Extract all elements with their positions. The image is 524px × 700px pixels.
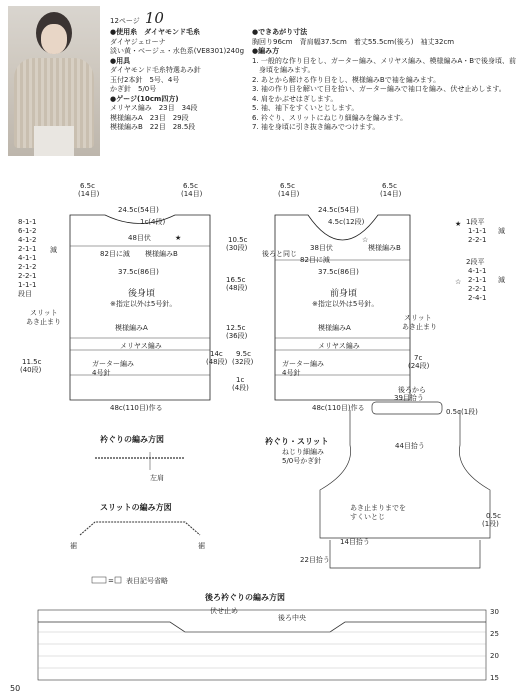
front-pattern-b: 模様編みB: [368, 244, 401, 252]
method-step: 2. あとから解ける作り目をし、模様編みBで袖を編みます。: [252, 75, 441, 84]
tool-line: かぎ針 5/0号: [110, 85, 157, 93]
front-width: 37.5c(86目): [318, 268, 359, 276]
dec-row: 4-1-2: [18, 236, 37, 244]
dec-row: 2-2-1: [18, 272, 37, 280]
front-shoulder-right-sts: (14目): [380, 190, 402, 198]
front-star: ☆: [362, 236, 369, 244]
back-height: 14c: [210, 350, 223, 358]
item-header: [110, 8, 164, 27]
legend-star-filled: ★: [455, 220, 462, 228]
back-side-height: 11.5c: [22, 358, 42, 366]
method-step: 4. 肩をかぶせはぎします。: [252, 94, 338, 103]
decrease-legend: [455, 217, 505, 302]
row-number: 30: [490, 608, 499, 616]
legend-row: 1-1-1: [468, 227, 487, 235]
page-label: 12ページ: [110, 17, 140, 25]
neckline-chart: [70, 434, 205, 585]
back-garter-needle: 4号針: [92, 369, 111, 377]
back-stockinette: メリヤス編み: [120, 342, 162, 350]
front-body-schematic: [262, 182, 437, 412]
slit-label: スリット: [404, 314, 432, 322]
back-height-rows: (32段): [232, 358, 254, 366]
legend-row: 2-4-1: [468, 294, 487, 302]
slit-note: あき止まりまでを: [350, 504, 406, 512]
finished-heading: ●できあがり寸法: [252, 28, 308, 36]
instructions-block: [252, 28, 516, 133]
legend-row: 2段平: [466, 258, 485, 266]
legend-row: 1段平: [466, 218, 485, 226]
front-shoulder-left-sts: (14目): [278, 190, 300, 198]
back-garter: ガーター編み: [92, 360, 134, 368]
method-step: 1. 一般的な作り目をし、ガーター編み、メリヤス編み、模様編みA・Bで後身頃、前: [252, 56, 517, 65]
back-neck-title: 後ろ衿ぐりの編み方図: [205, 593, 285, 602]
front-garter: ガーター編み: [282, 360, 324, 368]
symbol-equals: =: [108, 577, 114, 585]
back-neck-depth: 1c(4段): [140, 218, 166, 226]
back-pick: 39目拾う: [394, 394, 424, 402]
back-pattern-a: 模様編みA: [115, 324, 148, 332]
front-yoke-top: 38目伏: [310, 244, 333, 252]
method-step: 6. 衿ぐり、スリットにねじり細編みを編みます。: [252, 113, 408, 122]
back-neck-chart: [38, 592, 499, 682]
collar-stitch: ねじり細編み: [282, 448, 324, 456]
back-title: 後身頃: [128, 289, 156, 299]
slit-title: スリットの編み方図: [100, 503, 172, 512]
back-neck-width: 24.5c(54目): [118, 206, 159, 214]
front-yoke-bottom: 82目に減: [300, 256, 330, 264]
back-height: 9.5c: [236, 350, 251, 358]
gauge-heading: ●ゲージ(10cm四方): [110, 94, 179, 103]
neckline-center: 左肩: [150, 474, 164, 482]
front-stockinette: メリヤス編み: [318, 342, 360, 350]
dec-row: 2-1-2: [18, 263, 37, 271]
method-step: 身頃を編みます。: [252, 66, 315, 74]
back-body-schematic: [18, 182, 254, 412]
item-number: 10: [144, 9, 164, 27]
back-width: 37.5c(86目): [118, 268, 159, 276]
back-height-rows: (48段): [226, 284, 248, 292]
gauge-line: メリヤス編み 23目 34段: [110, 104, 198, 112]
back-center-label: 後ろ中央: [278, 614, 306, 622]
back-side-rows: (40段): [20, 366, 42, 374]
legend-star-open: ☆: [455, 278, 462, 286]
dec-row: 6-1-2: [18, 227, 37, 235]
back-height-rows: (36段): [226, 332, 248, 340]
gauge-line: 模様編みB 22目 28.5段: [110, 123, 196, 131]
back-star: ★: [175, 234, 182, 242]
collar-needle: 5/0号かぎ針: [282, 457, 322, 465]
pick14: 14目拾う: [340, 538, 370, 546]
front-title: 前身頃: [330, 289, 358, 299]
legend-row: 2-2-1: [468, 285, 487, 293]
back-shoulder-left: 6.5c: [80, 182, 95, 190]
method-heading: ●編み方: [252, 47, 280, 55]
model-photo: [8, 6, 100, 156]
collar-slit-diagram: [264, 385, 501, 568]
front-hem: 48c(110目)作る: [312, 404, 365, 412]
tools-heading: ●用具: [110, 56, 131, 65]
front-pattern-a: 模様編みA: [318, 324, 351, 332]
dec-label: 減: [50, 246, 57, 254]
back-height: 16.5c: [226, 276, 246, 284]
row-number: 20: [490, 652, 499, 660]
back-pattern-b: 模様編みB: [145, 250, 178, 258]
tool-line: 玉付2本針 5号、4号: [110, 75, 180, 84]
back-same-note: 後ろと同じ: [262, 250, 297, 258]
yarn-name: ダイヤジェローナ: [110, 37, 166, 46]
slit-label: あき止まり: [26, 318, 61, 326]
back-height-rows: (48段): [206, 358, 228, 366]
back-height-rows: (30段): [226, 244, 248, 252]
side-small: 0.5c: [486, 512, 501, 520]
front-note: ※指定以外は5号針。: [312, 300, 379, 308]
method-step: 5. 袖、袖下をすくいとじします。: [252, 104, 359, 112]
back-yoke-top: 48目伏: [128, 234, 151, 242]
back-height: 1c: [236, 376, 245, 384]
front-shoulder-right: 6.5c: [382, 182, 397, 190]
back-hem: 48c(110目)作る: [110, 404, 163, 412]
slit-label: あき止まり: [402, 323, 437, 331]
front-neck-width: 24.5c(54目): [318, 206, 359, 214]
legend-row: 4-1-1: [468, 267, 487, 275]
front-pick: 44目拾う: [395, 442, 425, 450]
slit-label: スリット: [30, 309, 58, 317]
pick22: 22目拾う: [300, 556, 330, 564]
front-shoulder-left: 6.5c: [280, 182, 295, 190]
slit-note: すくいとじ: [350, 513, 385, 521]
dec-row: 段目: [18, 290, 32, 298]
yarn-color: 淡い黄・ベージュ・水色系(VE8301)240g: [110, 47, 245, 55]
dec-row: 8-1-1: [18, 218, 37, 226]
legend-row: 2-2-1: [468, 236, 487, 244]
back-label: 後ろから: [398, 386, 426, 394]
back-shoulder-right-sts: (14目): [181, 190, 203, 198]
front-side-rows: (24段): [408, 362, 430, 370]
slit-right: 裾: [198, 542, 205, 550]
back-note: ※指定以外は5号針。: [110, 300, 177, 308]
gauge-line: 模様編みA 23目 29段: [110, 113, 189, 122]
slit-left: 裾: [70, 542, 77, 550]
back-shoulder-right: 6.5c: [183, 182, 198, 190]
row-number: 15: [490, 674, 499, 682]
schematic-diagrams: [0, 170, 524, 690]
back-shoulder-left-sts: (14目): [78, 190, 100, 198]
legend-label: 減: [498, 227, 505, 235]
side-small: (1段): [482, 520, 499, 528]
dec-row: 2-1-1: [18, 245, 37, 253]
finished-sizes: 胸回り96cm 背肩幅37.5cm 着丈55.5cm(後ろ) 袖丈32cm: [252, 37, 455, 46]
back-yoke-bottom: 82目に減: [100, 250, 130, 258]
front-garter-needle: 4号針: [282, 369, 301, 377]
bind-off-label: 伏せ止め: [210, 607, 238, 615]
tool-line: ダイヤモンド毛糸特選あみ針: [110, 66, 201, 74]
method-step: 7. 袖を身頃に引き抜き編みでつけます。: [252, 123, 380, 131]
legend-label: 減: [498, 276, 505, 284]
back-height: 12.5c: [226, 324, 246, 332]
back-small: 0.5c(1段): [446, 408, 478, 416]
method-step: 3. 袖の作り目を解いて目を拾い、ガーター編みで袖口を編み、伏せ止めします。: [252, 85, 506, 93]
legend-row: 2-1-1: [468, 276, 487, 284]
back-height-rows: (4段): [232, 384, 249, 392]
yarn-heading: ●使用糸 ダイヤモンド毛糸: [110, 28, 200, 36]
front-neck-depth: 4.5c(12段): [328, 218, 365, 226]
row-number: 25: [490, 630, 499, 638]
neckline-title: 衿ぐりの編み方図: [100, 435, 164, 444]
dec-row: 1-1-1: [18, 281, 37, 289]
collar-title: 衿ぐり・スリット: [265, 437, 329, 446]
dec-row: 4-1-1: [18, 254, 37, 262]
symbol-legend: 表目記号省略: [126, 577, 168, 585]
front-side-height: 7c: [414, 354, 423, 362]
back-height: 10.5c: [228, 236, 248, 244]
page-number: 50: [10, 684, 21, 693]
materials-block: [110, 28, 244, 133]
